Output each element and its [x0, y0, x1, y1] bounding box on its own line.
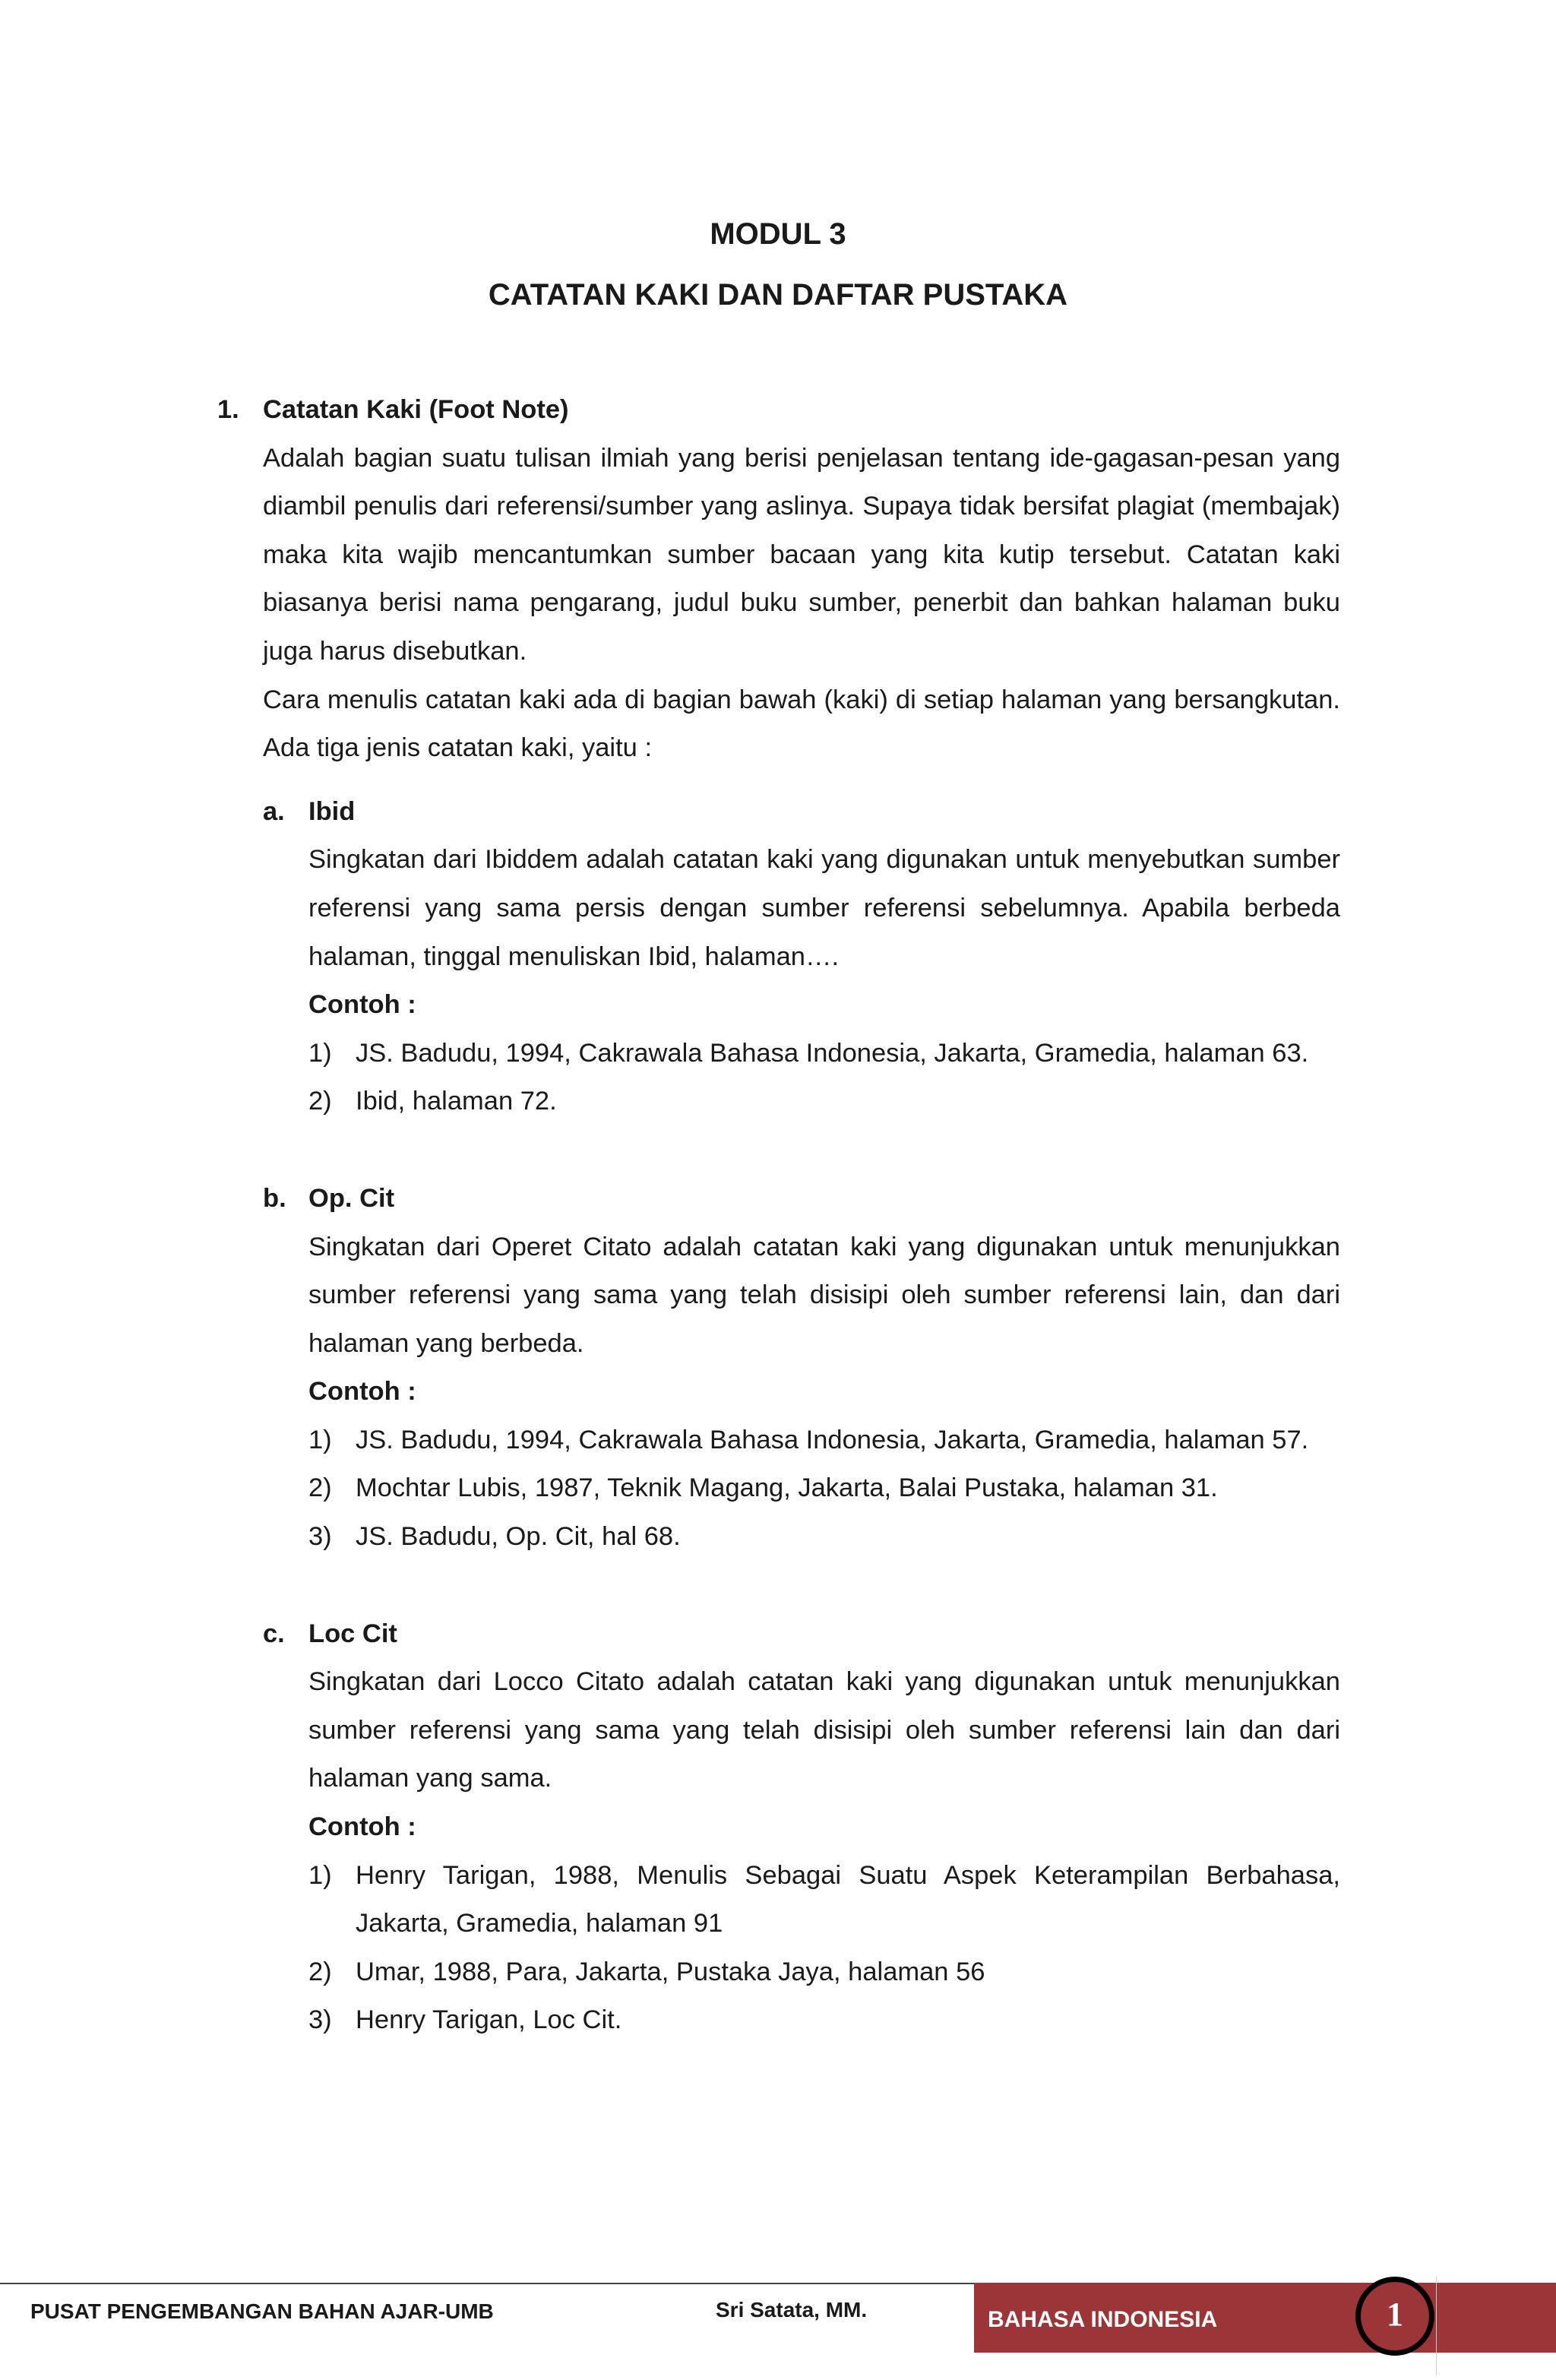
- example-label: Contoh :: [308, 990, 416, 1020]
- page-title: CATATAN KAKI DAN DAFTAR PUSTAKA: [488, 278, 1068, 312]
- page-number: 1: [1387, 2296, 1403, 2333]
- example-item: [308, 1078, 1340, 1126]
- example-text: Henry Tarigan, 1988, Menulis Sebagai Suatu Aspek Keterampilan Berbahasa, Jakarta, Gramedia, halaman 91: [356, 1860, 1340, 1938]
- example-item: [308, 1513, 1340, 1562]
- spacer: [0, 1562, 1556, 1610]
- section-footnote: [0, 386, 1556, 2045]
- example-number: 1): [308, 1425, 332, 1454]
- example-text: Henry Tarigan, Loc Cit.: [356, 2005, 622, 2035]
- module-label: MODUL 3: [710, 217, 846, 251]
- subsection-description: Singkatan dari Operet Citato adalah catatan kaki yang digunakan untuk menunjukkan sumber referensi yang sama yang telah disisipi oleh sumber referensi lain, dan dari halaman yang berbeda.: [308, 1232, 1340, 1358]
- example-number: 2): [308, 1473, 332, 1503]
- example-item: [308, 1996, 1340, 2045]
- footer-subject: BAHASA INDONESIA: [988, 2307, 1218, 2332]
- subsection-description: Singkatan dari Locco Citato adalah catatan kaki yang digunakan untuk menunjukkan sumber referensi yang sama yang telah disisipi oleh sumber referensi lain dan dari halaman yang sama.: [308, 1667, 1340, 1793]
- subsection-heading: [0, 788, 1556, 837]
- example-label: Contoh :: [308, 1377, 416, 1407]
- section-paragraph-definition: Adalah bagian suatu tulisan ilmiah yang berisi penjelasan tentang ide-gagasan-pesan yang diambil penulis dari referensi/sumber yang aslinya. Supaya tidak bersifat plagiat (membajak) maka kita wajib mencantumkan sumber bacaan yang kita kutip tersebut. Catatan kaki biasanya berisi nama pengarang, judul buku sumber, penerbit dan bahkan halaman buku juga harus disebutkan.: [263, 443, 1340, 666]
- example-number: 1): [308, 1038, 332, 1068]
- example-text: JS. Badudu, 1994, Cakrawala Bahasa Indonesia, Jakarta, Gramedia, halaman 57.: [356, 1425, 1309, 1454]
- section-paragraph-method: Cara menulis catatan kaki ada di bagian bawah (kaki) di setiap halaman yang bersangkutan. Ada tiga jenis catatan kaki, yaitu :: [263, 685, 1340, 763]
- subsection-title: Loc Cit: [308, 1619, 397, 1648]
- subsection-letter: c.: [263, 1619, 285, 1648]
- example-item: [308, 1852, 1340, 1948]
- example-number: 3): [308, 1522, 332, 1552]
- example-number: 2): [308, 1957, 332, 1986]
- example-label: Contoh :: [308, 1812, 416, 1842]
- document-body: [0, 386, 1556, 2045]
- example-item: [308, 1416, 1340, 1465]
- example-text: Umar, 1988, Para, Jakarta, Pustaka Jaya, halaman 56: [356, 1957, 985, 1986]
- subsection-loc-cit: [0, 1610, 1556, 2045]
- footer-edge-rule: [1436, 2277, 1437, 2375]
- example-text: JS. Badudu, Op. Cit, hal 68.: [356, 1522, 681, 1552]
- footer-divider: [0, 2283, 974, 2284]
- subsection-letter: a.: [263, 796, 285, 826]
- subsection-heading: [0, 1175, 1556, 1223]
- subsection-op-cit: [0, 1175, 1556, 1562]
- subsection-ibid: [0, 788, 1556, 1126]
- subsection-description: Singkatan dari Ibiddem adalah catatan kaki yang digunakan untuk menyebutkan sumber referensi yang sama persis dengan sumber referensi sebelumnya. Apabila berbeda halaman, tinggal menuliskan Ibid, halaman….: [308, 845, 1340, 971]
- subsection-title: Op. Cit: [308, 1183, 395, 1213]
- spacer: [0, 1126, 1556, 1175]
- section-heading: [0, 386, 1556, 435]
- example-item: [308, 1464, 1340, 1513]
- footer-author: Sri Satata, MM.: [716, 2298, 868, 2321]
- example-number: 1): [308, 1860, 332, 1890]
- footer-institution: PUSAT PENGEMBANGAN BAHAN AJAR-UMB: [30, 2299, 494, 2323]
- example-number: 2): [308, 1087, 332, 1116]
- example-text: Ibid, halaman 72.: [356, 1087, 557, 1116]
- section-number: 1.: [217, 395, 239, 424]
- example-text: JS. Badudu, 1994, Cakrawala Bahasa Indonesia, Jakarta, Gramedia, halaman 63.: [356, 1038, 1309, 1068]
- subsection-title: Ibid: [308, 796, 356, 826]
- example-text: Mochtar Lubis, 1987, Teknik Magang, Jakarta, Balai Pustaka, halaman 31.: [356, 1473, 1218, 1503]
- subsection-heading: [0, 1610, 1556, 1659]
- subsection-letter: b.: [263, 1183, 286, 1213]
- section-title: Catatan Kaki (Foot Note): [263, 395, 569, 424]
- example-item: [308, 1030, 1340, 1078]
- example-item: [308, 1948, 1340, 1997]
- example-number: 3): [308, 2005, 332, 2035]
